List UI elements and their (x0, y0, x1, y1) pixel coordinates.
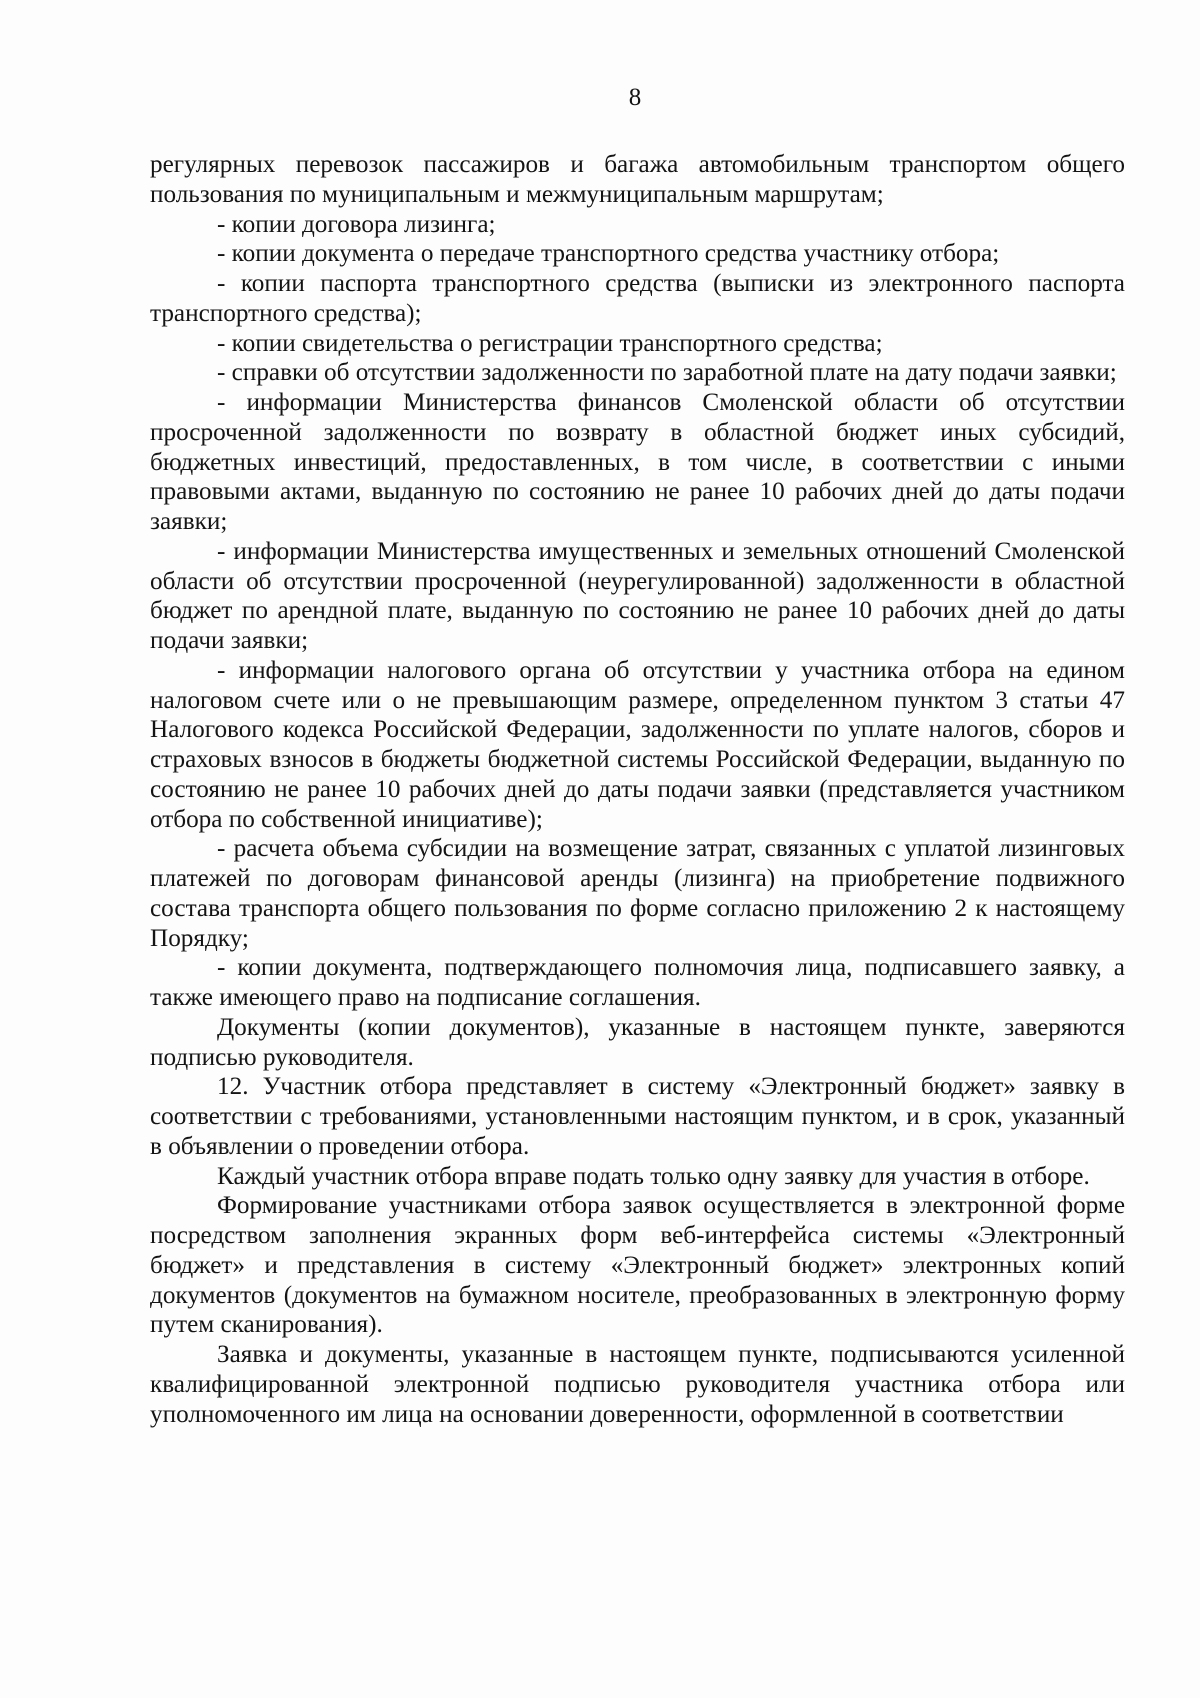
document-body (150, 150, 1125, 1429)
paragraph-continuation: регулярных перевозок пассажиров и багажа автомобильным транспортом общего пользования по муниципальным и межмуниципальным маршрутам; (150, 151, 1125, 208)
list-item-subsidy-calculation: - расчета объема субсидии на возмещение затрат, связанных с уплатой лизинговых платежей по договорам финансовой аренды (лизинга) на приобретение подвижного состава транспорта общего пользования по форме согласно приложению 2 к настоящему Порядку; (150, 835, 1125, 952)
list-item-property-ministry-info: - информации Министерства имущественных и земельных отношений Смоленской области об отсутствии просроченной (неурегулированной) задолженности в областной бюджет по арендной плате, выданную по состоянию не ранее 10 рабочих дней до даты подачи заявки; (150, 537, 1125, 654)
list-item-leasing-contract: - копии договора лизинга; (217, 210, 496, 238)
page-number: 8 (628, 84, 642, 111)
paragraph-electronic-signature: Заявка и документы, указанные в настоящем пункте, подписываются усиленной квалифицированной электронной подписью руководителя участника отбора или уполномоченного им лица на основании доверенности, оформленной в соответствии (150, 1341, 1125, 1428)
list-item-finance-ministry-info: - информации Министерства финансов Смоленской области об отсутствии просроченной задолженности по возврату в областной бюджет иных субсидий, бюджетных инвестиций, предоставленных, в том числе, в соответствии с иными правовыми актами, выданную по состоянию не ранее 10 рабочих дней до даты подачи заявки; (150, 389, 1125, 535)
list-item-authority-document: - копии документа, подтверждающего полномочия лица, подписавшего заявку, а также имеющего право на подписание соглашения. (150, 954, 1125, 1011)
list-item-salary-debt-certificate: - справки об отсутствии задолженности по заработной плате на дату подачи заявки; (217, 359, 1117, 387)
list-item-vehicle-passport: - копии паспорта транспортного средства (выписки из электронного паспорта транспортного средства); (150, 270, 1125, 327)
paragraph-certification: Документы (копии документов), указанные в настоящем пункте, заверяются подписью руководителя. (150, 1013, 1125, 1071)
paragraph-item-12: 12. Участник отбора представляет в систему «Электронный бюджет» заявку в соответствии с требованиями, установленными настоящим пунктом, и в срок, указанный в объявлении о проведении отбора. (150, 1073, 1125, 1160)
list-item-registration-certificate: - копии свидетельства о регистрации транспортного средства; (217, 329, 883, 357)
list-item-tax-authority-info: - информации налогового органа об отсутствии у участника отбора на едином налоговом счете или о не превышающим размере, определенном пунктом 3 статьи 47 Налогового кодекса Российской Федерации, задолженности по уплате налогов, сборов и страховых взносов в бюджеты бюджетной системы Российской Федерации, выданную по состоянию не ранее 10 рабочих дней до даты подачи заявки (представляется участником отбора по собственной инициативе); (150, 656, 1125, 833)
paragraph-one-application: Каждый участник отбора вправе подать только одну заявку для участия в отборе. (217, 1162, 1090, 1190)
paragraph-electronic-form: Формирование участниками отбора заявок осуществляется в электронной форме посредством заполнения экранных форм веб-интерфейса системы «Электронный бюджет» и представления в систему «Электронный бюджет» электронных копий документов (документов на бумажном носителе, преобразованных в электронную форму путем сканирования). (150, 1192, 1125, 1339)
list-item-transfer-document: - копии документа о передаче транспортного средства участнику отбора; (217, 240, 1000, 268)
